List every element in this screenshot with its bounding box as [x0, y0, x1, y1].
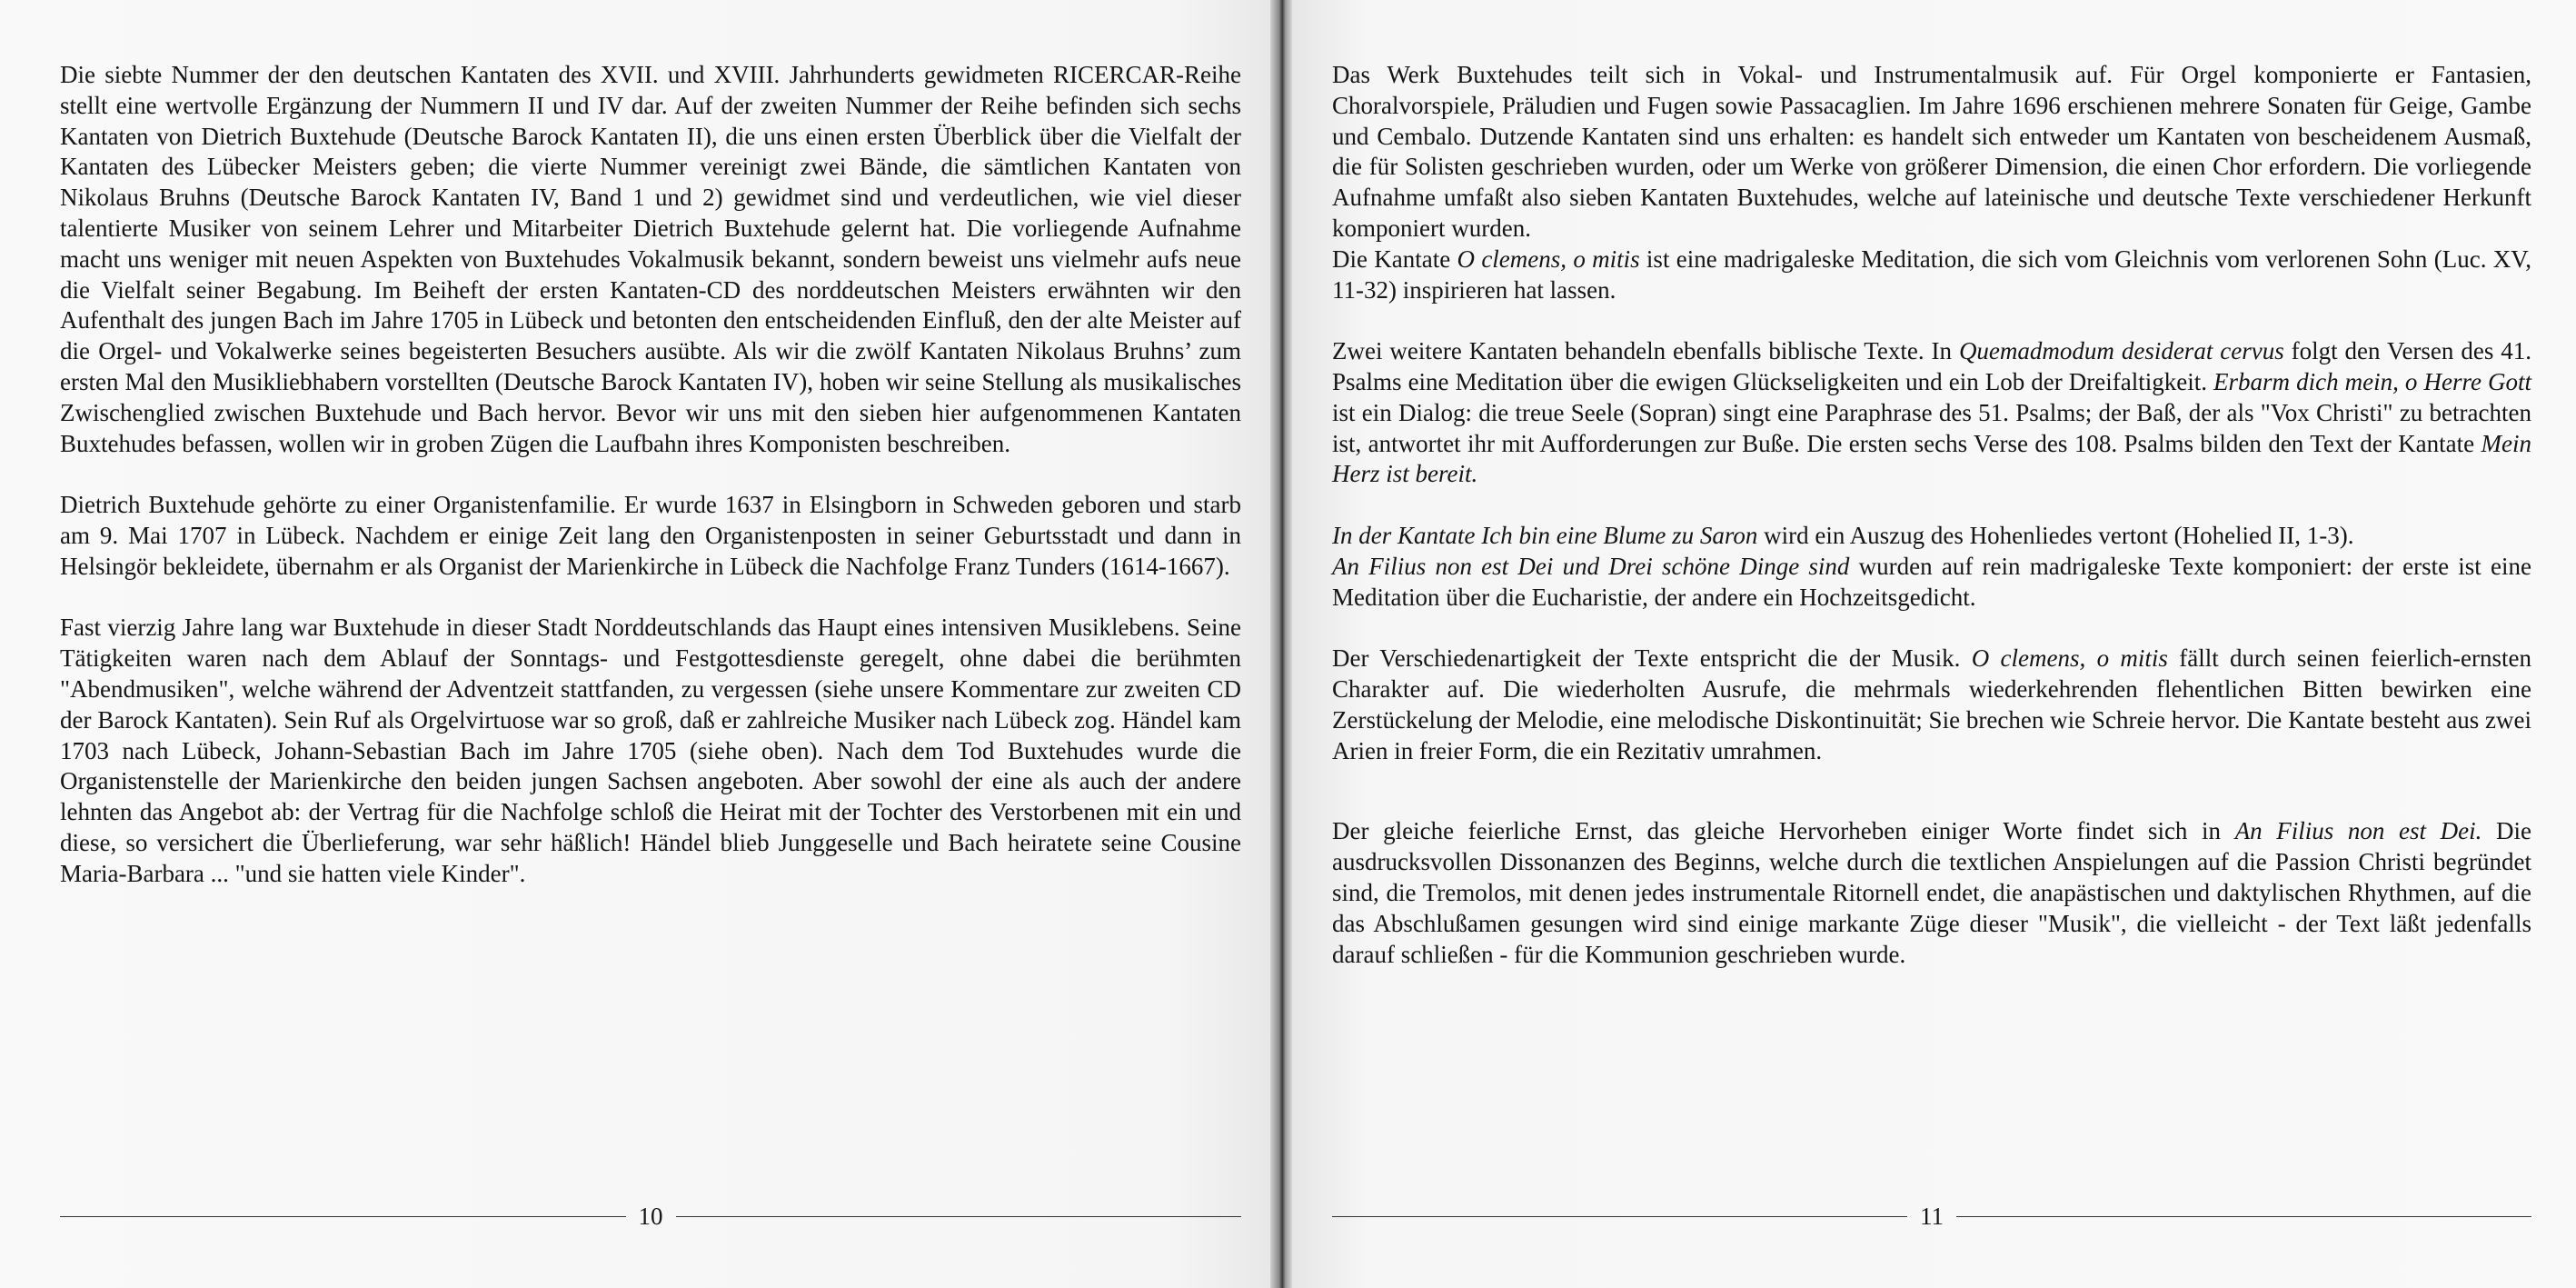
footer-rule-right	[1956, 1216, 2531, 1217]
work-title: Quemadmodum desiderat cervus	[1958, 337, 2284, 365]
page-footer	[60, 1203, 1241, 1230]
text-run: Die ausdrucksvollen Dissonanzen des Beginns, welche durch die textlichen Anspielungen auf die Passion Christi begründet sind, die Tremolos, mit denen jedes instrumentale Ritornell endet, die anapästischen und daktylischen Rhythmen, auf die das Abschlußamen gesungen wird sind einige markante Züge dieser "Musik", die vielleicht - der Text läßt jedenfalls darauf schließen - für die Kommunion geschrieben wurde.	[1332, 817, 2532, 968]
book-gutter	[1270, 0, 1292, 1288]
work-title: O clemens, o mitis	[1457, 245, 1640, 273]
work-title: O clemens, o mitis	[1971, 644, 2168, 673]
footer-rule-right	[676, 1216, 1242, 1217]
page-footer	[1332, 1203, 2531, 1230]
paragraph	[1332, 644, 2531, 766]
left-page-text	[60, 60, 1241, 890]
paragraph	[1332, 552, 2531, 614]
text-run: folgt den Versen des 41. Psalms eine Meditation über die ewigen Glückseligkeiten und ein Lob der Dreifaltigkeit.	[1332, 337, 2531, 395]
page-number: 11	[1920, 1203, 1944, 1230]
paragraph: Dietrich Buxtehude gehörte zu einer Organistenfamilie. Er wurde 1637 in Elsingborn in Schweden geboren und starb am 9. Mai 1707 in Lübeck. Nachdem er einige Zeit lang den Organistenposten in seiner Geburtsstadt und dann in Helsingör bekleidete, übernahm er als Organist der Marienkirche in Lübeck die Nachfolge Franz Tunders (1614-1667).	[60, 491, 1241, 580]
text-run: ist eine madrigaleske Meditation, die sich vom Gleichnis vom verlorenen Sohn (Luc. XV, 11-32) inspirieren hat lassen.	[1332, 245, 2532, 304]
left-page	[0, 0, 1270, 1288]
text-run: Zwei weitere Kantaten behandeln ebenfalls biblische Texte. In	[1332, 337, 1959, 365]
right-page	[1292, 0, 2576, 1288]
footer-rule-left	[1332, 1216, 1907, 1217]
paragraph	[1332, 336, 2531, 490]
text-run: Die Kantate	[1332, 245, 1457, 273]
paragraph: Die siebte Nummer der den deutschen Kantaten des XVII. und XVIII. Jahrhunderts gewidmeten RICERCAR-Reihe stellt eine wertvolle Ergänzung der Nummern II und IV dar. Auf der zweiten Nummer der Reihe befinden sich sechs Kantaten von Dietrich Buxtehude (Deutsche Barock Kantaten II), die uns einen ersten Überblick über die Vielfalt der Kantaten des Lübecker Meisters geben; die vierte Nummer vereinigt zwei Bände, die sämtlichen Kantaten von Nikolaus Bruhns (Deutsche Barock Kantaten IV, Band 1 und 2) gewidmet sind und verdeutlichen, wie viel dieser talentierte Musiker von seinem Lehrer und Mitarbeiter Dietrich Buxtehude gelernt hat. Die vorliegende Aufnahme macht uns weniger mit neuen Aspekten von Buxtehudes Vokalmusik bekannt, sondern beweist uns vielmehr aufs neue die Vielfalt seiner Begabung. Im Beiheft der ersten Kantaten-CD des norddeutschen Meisters erwähnten wir den Aufenthalt des jungen Bach im Jahre 1705 in Lübeck und betonten den entscheidenden Einfluß, den der alte Meister auf die Orgel- und Vokalwerke seines begeisterten Besuchers ausübte. Als wir die zwölf Kantaten Nikolaus Bruhns’ zum ersten Mal den Musikliebhabern vorstellten (Deutsche Barock Kantaten IV), hoben wir seine Stellung als musikalisches Zwischenglied zwischen Buxtehude und Bach hervor. Bevor wir uns mit den sieben hier aufgenommenen Kantaten Buxtehudes befassen, wollen wir in groben Zügen die Laufbahn ihres Komponisten beschreiben.	[60, 61, 1241, 457]
text-run: ist ein Dialog: die treue Seele (Sopran) singt eine Paraphrase des 51. Psalms; der Baß, der als "Vox Christi" zu betrachten ist, antwortet ihr mit Aufforderungen zur Buße. Die ersten sechs Verse des 108. Psalms bilden den Text der Kantate	[1332, 398, 2531, 457]
text-run: fällt durch seinen feierlich-ernsten Charakter auf. Die wiederholten Ausrufe, die mehrmals wiederkehrenden flehentlichen Bitten bewirken eine Zerstückelung der Melodie, eine melodische Diskontinuität; Sie brechen wie Schreie hervor. Die Kantate besteht aus zwei Arien in freier Form, die ein Rezitativ umrahmen.	[1332, 644, 2532, 764]
paragraph: Das Werk Buxtehudes teilt sich in Vokal- und Instrumentalmusik auf. Für Orgel komponierte er Fantasien, Choralvorspiele, Präludien und Fugen sowie Passacaglien. Im Jahre 1696 erschienen mehrere Sonaten für Geige, Gambe und Cembalo. Dutzende Kantaten sind uns erhalten: es handelt sich entweder um Kantaten von bescheidenem Ausmaß, die für Solisten geschrieben wurden, oder um Werke von größerer Dimension, die einen Chor erfordern. Die vorliegende Aufnahme umfaßt also sieben Kantaten Buxtehudes, welche auf lateinische und deutsche Texte verschiedener Herkunft komponiert wurden.	[1332, 61, 2531, 242]
paragraph: Fast vierzig Jahre lang war Buxtehude in dieser Stadt Norddeutschlands das Haupt eines intensiven Musiklebens. Seine Tätigkeiten waren nach dem Ablauf der Sonntags- und Festgottesdienste geregelt, ohne dabei die berühmten "Abendmusiken", welche während der Adventzeit stattfanden, zu vergessen (siehe unsere Kommentare zur zweiten CD der Barock Kantaten). Sein Ruf als Orgelvirtuose war so groß, daß er zahlreiche Musiker nach Lübeck zog. Händel kam 1703 nach Lübeck, Johann-Sebastian Bach im Jahre 1705 (siehe oben). Nach dem Tod Buxtehudes wurde die Organistenstelle der Marienkirche den beiden jungen Sachsen angeboten. Aber sowohl der eine als auch der andere lehnten das Angebot ab: der Vertrag für die Nachfolge schloß die Heirat mit der Tochter des Verstorbenen mit ein und diese, so versichert die Überlieferung, war sehr häßlich! Händel blieb Junggeselle und Bach heiratete seine Cousine Maria-Barbara ... "und sie hatten viele Kinder".	[60, 614, 1241, 887]
text-run: wird ein Auszug des Hohenliedes vertont (Hohelied II, 1-3).	[1757, 521, 2354, 549]
page-number: 10	[638, 1203, 663, 1230]
paragraph	[1332, 521, 2531, 552]
text-run: wurden auf rein madrigaleske Texte komponiert: der erste ist eine Meditation über die Eucharistie, der andere ein Hochzeitsgedicht.	[1332, 552, 2531, 611]
text-run: Der Verschiedenartigkeit der Texte entspricht die der Musik.	[1332, 644, 1972, 673]
work-title: An Filius non est Dei.	[2234, 817, 2482, 845]
paragraph	[1332, 816, 2531, 970]
footer-rule-left	[60, 1216, 626, 1217]
work-title: Mein Herz ist bereit.	[1332, 429, 2531, 488]
right-page-text	[1332, 60, 2531, 970]
work-title: In der Kantate Ich bin eine Blume zu Saron	[1332, 521, 1758, 549]
work-title: An Filius non est Dei und Drei schöne Dinge sind	[1332, 552, 1850, 580]
text-run: Der gleiche feierliche Ernst, das gleiche Hervorheben einiger Worte findet sich in	[1332, 817, 2235, 845]
paragraph	[1332, 245, 2531, 306]
work-title: Erbarm dich mein, o Herre Gott	[2213, 367, 2531, 395]
